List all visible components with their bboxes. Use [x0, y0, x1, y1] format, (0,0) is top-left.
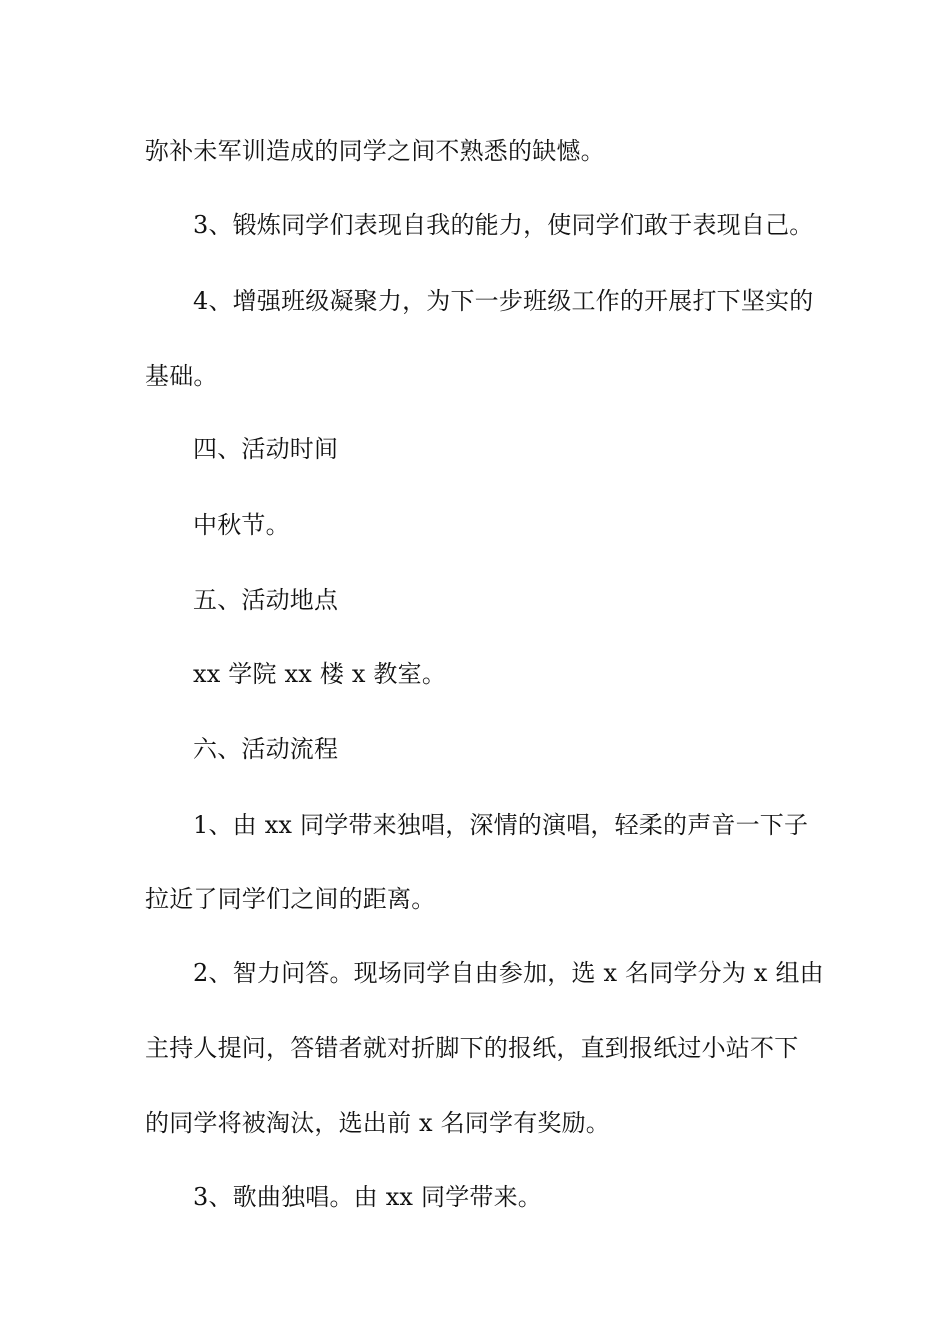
section-heading: 四、活动时间	[193, 435, 339, 463]
text-line: 2、智力问答。现场同学自由参加，选 x 名同学分为 x 组由	[193, 959, 824, 987]
text-line: 4、增强班级凝聚力，为下一步班级工作的开展打下坚实的	[193, 287, 814, 315]
text-line: 基础。	[145, 362, 218, 390]
section-heading: 六、活动流程	[193, 735, 339, 763]
text-line: 主持人提问，答错者就对折脚下的报纸，直到报纸过小站不下	[145, 1034, 799, 1062]
text-line: 的同学将被淘汰，选出前 x 名同学有奖励。	[145, 1109, 610, 1137]
text-line: 弥补未军训造成的同学之间不熟悉的缺憾。	[145, 137, 605, 165]
text-line: 拉近了同学们之间的距离。	[145, 885, 436, 913]
text-line: 3、歌曲独唱。由 xx 同学带来。	[193, 1183, 542, 1211]
text-line: 中秋节。	[193, 511, 290, 539]
text-line: 1、由 xx 同学带来独唱，深情的演唱，轻柔的声音一下子	[193, 811, 809, 839]
text-line: xx 学院 xx 楼 x 教室。	[193, 660, 447, 688]
text-line: 3、锻炼同学们表现自我的能力，使同学们敢于表现自己。	[193, 211, 814, 239]
section-heading: 五、活动地点	[193, 586, 339, 614]
